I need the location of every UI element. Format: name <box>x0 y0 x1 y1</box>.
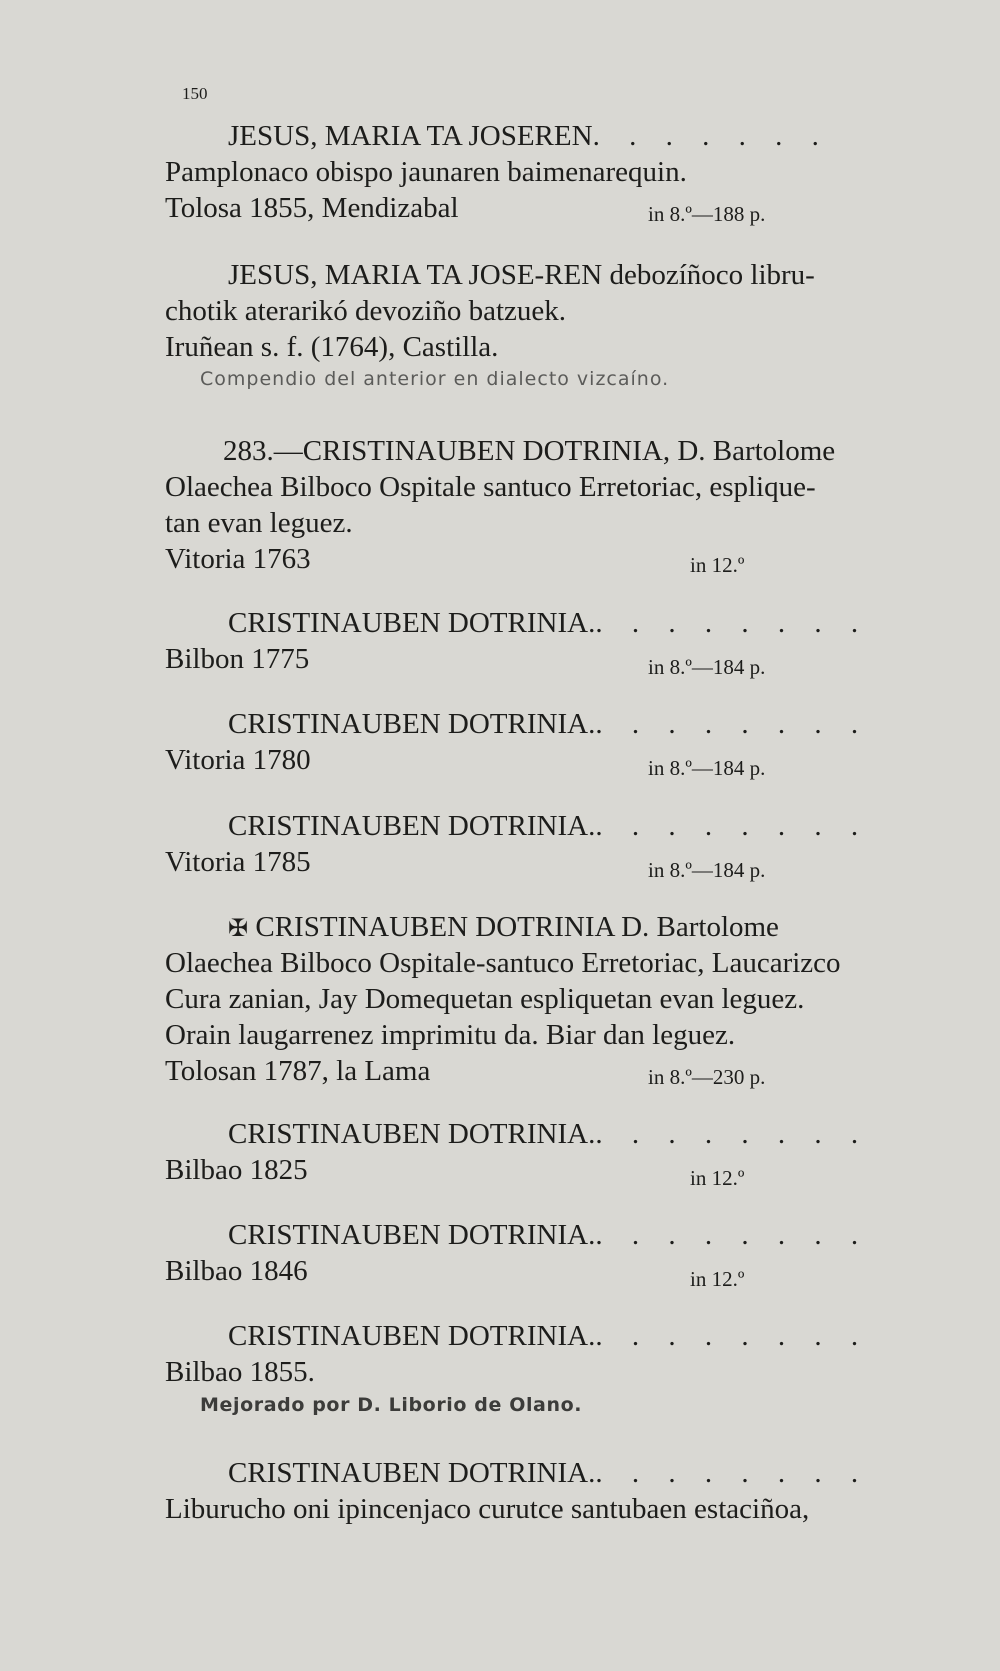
entry-imprint: Vitoria 1780 <box>165 744 311 776</box>
entry-heading: CRISTINAUBEN DOTRINIA.. . . . . . . . <box>228 1457 870 1489</box>
entry-format: in 8.º—188 p. <box>648 202 766 226</box>
entry-note: Compendio del anterior en dialecto vizcaíno. <box>200 368 670 390</box>
entry-format: in 8.º—184 p. <box>648 655 766 679</box>
entry-heading: CRISTINAUBEN DOTRINIA.. . . . . . . . <box>228 607 870 639</box>
entry-imprint: Bilbao 1825 <box>165 1154 308 1186</box>
entry-heading: CRISTINAUBEN DOTRINIA.. . . . . . . . <box>228 1118 870 1150</box>
entry-format: in 8.º—230 p. <box>648 1065 766 1089</box>
entry-line: Iruñean s. f. (1764), Castilla. <box>165 331 499 363</box>
entry-imprint: Bilbao 1855. <box>165 1356 315 1388</box>
entry-line: Cura zanian, Jay Domequetan espliquetan evan leguez. <box>165 983 805 1015</box>
entry-line: tan evan leguez. <box>165 507 353 539</box>
entry-format: in 12.º <box>690 1267 745 1291</box>
entry-imprint: Vitoria 1763 <box>165 543 311 575</box>
entry-format: in 8.º—184 p. <box>648 756 766 780</box>
entry-imprint: Vitoria 1785 <box>165 846 311 878</box>
entry-line: 283.—CRISTINAUBEN DOTRINIA, D. Bartolome <box>223 435 836 467</box>
entry-note: Mejorado por D. Liborio de Olano. <box>200 1394 583 1416</box>
entry-format: in 12.º <box>690 1166 745 1190</box>
entry-line: Olaechea Bilboco Ospitale-santuco Erretoriac, Laucarizco <box>165 947 841 979</box>
entry-line: Orain laugarrenez imprimitu da. Biar dan leguez. <box>165 1019 736 1051</box>
entry-imprint: Tolosan 1787, la Lama <box>165 1055 431 1087</box>
entry-heading: CRISTINAUBEN DOTRINIA.. . . . . . . . <box>228 1219 870 1251</box>
maltese-cross-icon: ✠ <box>228 916 249 942</box>
page-number: 150 <box>182 84 208 103</box>
entry-line: Liburucho oni ipincenjaco curutce santubaen estaciñoa, <box>165 1493 810 1525</box>
entry-heading: CRISTINAUBEN DOTRINIA.. . . . . . . . <box>228 810 870 842</box>
entry-imprint: Bilbon 1775 <box>165 643 310 675</box>
entry-line: JESUS, MARIA TA JOSE-REN debozíñoco libru- <box>228 259 815 291</box>
entry-imprint: Tolosa 1855, Mendizabal <box>165 192 459 224</box>
entry-line: Pamplonaco obispo jaunaren baimenarequin. <box>165 156 687 188</box>
entry-format: in 8.º—184 p. <box>648 858 766 882</box>
entry-line: ✠ CRISTINAUBEN DOTRINIA D. Bartolome <box>228 911 779 943</box>
entry-imprint: Bilbao 1846 <box>165 1255 308 1287</box>
entry-heading: CRISTINAUBEN DOTRINIA.. . . . . . . . <box>228 708 870 740</box>
entry-line: Olaechea Bilboco Ospitale santuco Erretoriac, esplique- <box>165 471 816 503</box>
entry-format: in 12.º <box>690 553 745 577</box>
entry-line: chotik aterarikó devoziño batzuek. <box>165 295 567 327</box>
entry-heading: JESUS, MARIA TA JOSEREN. . . . . . . <box>228 120 830 152</box>
entry-heading: CRISTINAUBEN DOTRINIA.. . . . . . . . <box>228 1320 870 1352</box>
